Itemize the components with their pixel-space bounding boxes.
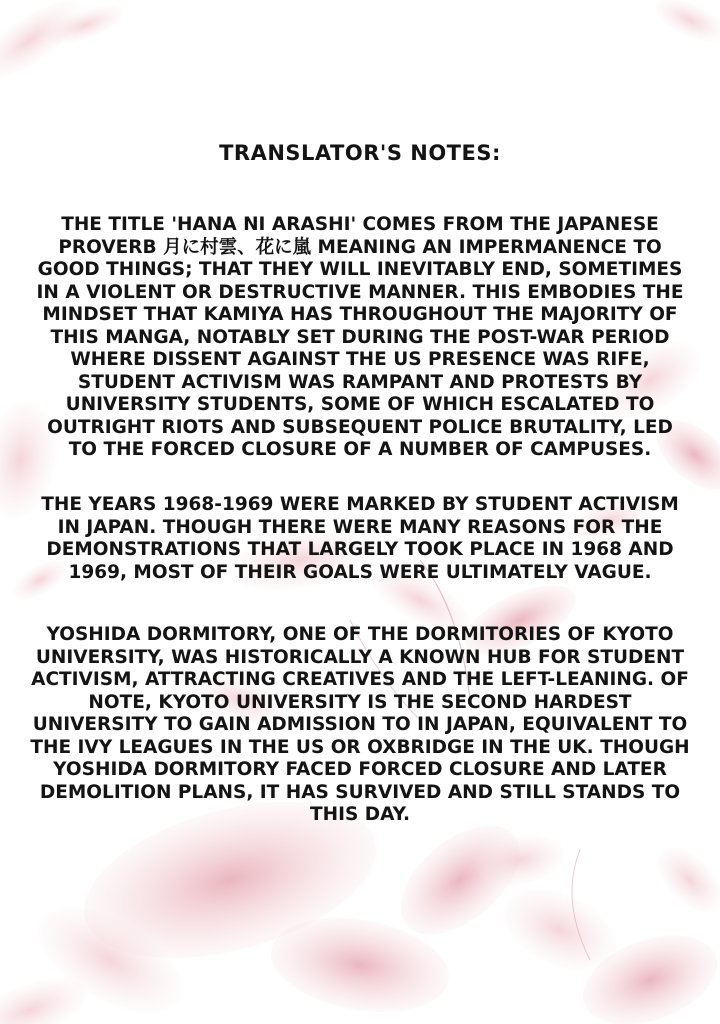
petal (649, 0, 720, 51)
page-title: TRANSLATOR'S NOTES: (219, 141, 501, 165)
petal (646, 836, 720, 924)
note-paragraph-title-meaning: THE TITLE 'HANA NI ARASHI' COMES FROM THE JAPANESE PROVERB 月に村雲、花に嵐 MEANING AN IMPERMANENCE TO GOOD THINGS; THAT THEY WILL INEVITABLY END, SOMETIMES IN A VIOLENT OR DESTRUCTIVE MANNER. THIS EMBODIES THE MINDSET THAT KAMIYA HAS THROUGHOUT THE MAJORITY OF THIS MANGA, NOTABLY SET DURING THE POST-WAR PERIOD WHERE DISSENT AGAINST THE US PRESENCE WAS RIFE, STUDENT ACTIVISM WAS RAMPANT AND PROTESTS BY UNIVERSITY STUDENTS, SOME OF WHICH ESCALATED TO OUTRIGHT RIOTS AND SUBSEQUENT POLICE BRUTALITY, LED TO THE FORCED CLOSURE OF A NUMBER OF CAMPUSES. (36, 214, 684, 460)
note-paragraph-student-activism: THE YEARS 1968-1969 WERE MARKED BY STUDENT ACTIVISM IN JAPAN. THOUGH THERE WERE MANY REASONS FOR THE DEMONSTRATIONS THAT LARGELY TOOK PLACE IN 1968 AND 1969, MOST OF THEIR GOALS WERE ULTIMATELY VAGUE. (41, 494, 679, 583)
note-paragraph-yoshida-dormitory: YOSHIDA DORMITORY, ONE OF THE DORMITORIES OF KYOTO UNIVERSITY, WAS HISTORICALLY A KNOWN HUB FOR STUDENT ACTIVISM, ATTRACTING CREATIVES AND THE LEFT-LEANING. OF NOTE, KYOTO UNIVERSITY IS THE SECOND HARDEST UNIVERSITY TO GAIN ADMISSION TO IN JAPAN, EQUIVALENT TO THE IVY LEAGUES IN THE US OR OXBRIDGE IN THE UK. THOUGH YOSHIDA DORMITORY FACED FORCED CLOSURE AND LATER DEMOLITION PLANS, IT HAS SURVIVED AND STILL STANDS TO THIS DAY. (30, 624, 690, 825)
